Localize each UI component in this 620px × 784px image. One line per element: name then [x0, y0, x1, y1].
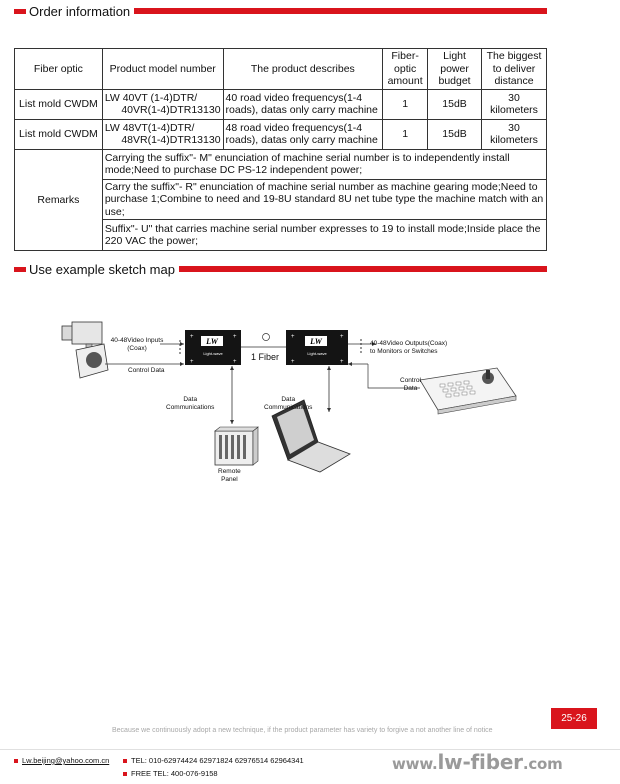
- cell-model: [102, 89, 223, 119]
- header-describes: The product describes: [223, 49, 383, 90]
- free-tel-contact: [123, 769, 218, 778]
- heading-bar: [179, 266, 547, 272]
- cell-budget: 15dB: [428, 89, 482, 119]
- remarks-label: Remarks: [15, 149, 103, 251]
- cell-fiber: List mold CWDM: [15, 119, 103, 149]
- data-comm-right-label: Data Communications: [264, 396, 313, 411]
- svg-text:+: +: [190, 359, 194, 365]
- svg-text:+: +: [291, 334, 295, 340]
- camera-icon: [62, 322, 108, 378]
- remarks-row: [15, 149, 547, 179]
- tel-contact: [123, 756, 304, 765]
- cell-distance: 30 kilometers: [482, 119, 547, 149]
- order-info-heading: [14, 4, 547, 18]
- header-fiber-amount: Fiber-optic amount: [383, 49, 428, 90]
- bullet-icon: [14, 759, 18, 763]
- heading-marker: [14, 267, 26, 272]
- email-link[interactable]: Lw.beijing@yahoo.com.cn: [22, 756, 110, 765]
- order-info-table: [14, 48, 547, 251]
- svg-text:+: +: [340, 334, 344, 340]
- cell-distance: 30 kilometers: [482, 89, 547, 119]
- header-power-budget: Light power budget: [428, 49, 482, 90]
- cell-describes: 48 road video frequencys(1-4 roads), datas only carry machine: [223, 119, 383, 149]
- svg-text:+: +: [291, 359, 295, 365]
- cell-describes: 40 road video frequencys(1-4 roads), datas only carry machine: [223, 89, 383, 119]
- remark-item: Carry the suffix"- R" enunciation of machine serial number as machine gearing mode;Need to purchase 1;Combine to need and 19-8U standard 8U net tube type the machine match with an use;: [102, 179, 546, 220]
- sketch-map-heading: [14, 262, 547, 276]
- logo-main: lw-fiber: [437, 750, 523, 774]
- tel-text: TEL: 010-62974424 62971824 62976514 62964341: [131, 756, 304, 765]
- model-line-2: 48VR(1-4)DTR13130: [121, 134, 221, 146]
- model-line-1: LW 40VT (1-4)DTR/: [104, 91, 198, 104]
- bullet-icon: [123, 772, 127, 776]
- cell-model: [102, 119, 223, 149]
- receiver-logo: LW: [310, 337, 322, 346]
- keyboard-controller-icon: [420, 368, 516, 414]
- cell-amount: 1: [383, 89, 428, 119]
- video-outputs-label: 40-48Video Outputs(Coax) to Monitors or Switches: [370, 340, 448, 355]
- remote-panel-icon: [215, 427, 258, 465]
- svg-text:+: +: [340, 359, 344, 365]
- table-row: [15, 89, 547, 119]
- remark-item: Carrying the suffix"- M" enunciation of machine serial number is to independently install mode;Need to purchase DC PS-12 independent power;: [102, 149, 546, 179]
- header-fiber-optic: Fiber optic: [15, 49, 103, 90]
- header-distance: The biggest to deliver distance: [482, 49, 547, 90]
- email-contact: [14, 756, 109, 765]
- cell-budget: 15dB: [428, 119, 482, 149]
- table-row: [15, 119, 547, 149]
- footer-notice: Because we continuously adopt a new technique, if the product parameter has variety to forgive a not another line of notice: [112, 727, 493, 734]
- free-tel-text: FREE TEL: 400-076-9158: [131, 769, 218, 778]
- control-data-right-label: Control Data: [400, 377, 421, 392]
- transmitter-brand: Light-wave: [203, 351, 223, 356]
- video-inputs-text: 40-48Video Inputs (Coax): [110, 337, 164, 352]
- transmitter-unit: [185, 330, 241, 365]
- page-number: 25-26: [551, 708, 597, 729]
- table-header-row: [15, 49, 547, 90]
- model-line-1: LW 48VT(1-4)DTR/: [104, 121, 195, 134]
- model-line-2: 40VR(1-4)DTR13130: [121, 104, 221, 116]
- site-logo[interactable]: [392, 750, 563, 774]
- svg-text:+: +: [190, 334, 194, 340]
- remark-item: Suffix"- U" that carries machine serial number expresses to 19 to install mode;Inside place the 220 VAC the power;: [102, 220, 546, 251]
- header-model-number: Product model number: [102, 49, 223, 90]
- transmitter-logo: LW: [206, 337, 218, 346]
- order-info-title: Order information: [29, 3, 131, 19]
- svg-text:+: +: [233, 359, 237, 365]
- video-inputs-label: [107, 337, 167, 353]
- logo-tld: .com: [522, 755, 563, 773]
- sketch-map-title: Use example sketch map: [29, 261, 175, 277]
- receiver-brand: Light-wave: [307, 351, 327, 356]
- heading-marker: [14, 9, 26, 14]
- remote-panel-label: Remote Panel: [218, 468, 241, 483]
- svg-text:+: +: [233, 334, 237, 340]
- cell-amount: 1: [383, 119, 428, 149]
- data-comm-left-label: Data Communications: [166, 396, 215, 411]
- bullet-icon: [123, 759, 127, 763]
- fiber-label: 1 Fiber: [251, 352, 280, 362]
- heading-bar: [134, 8, 547, 14]
- control-data-left-label: Control Data: [128, 367, 165, 374]
- cell-fiber: List mold CWDM: [15, 89, 103, 119]
- sketch-diagram: [0, 300, 620, 500]
- logo-www: www.: [392, 755, 438, 773]
- receiver-unit: [286, 330, 348, 365]
